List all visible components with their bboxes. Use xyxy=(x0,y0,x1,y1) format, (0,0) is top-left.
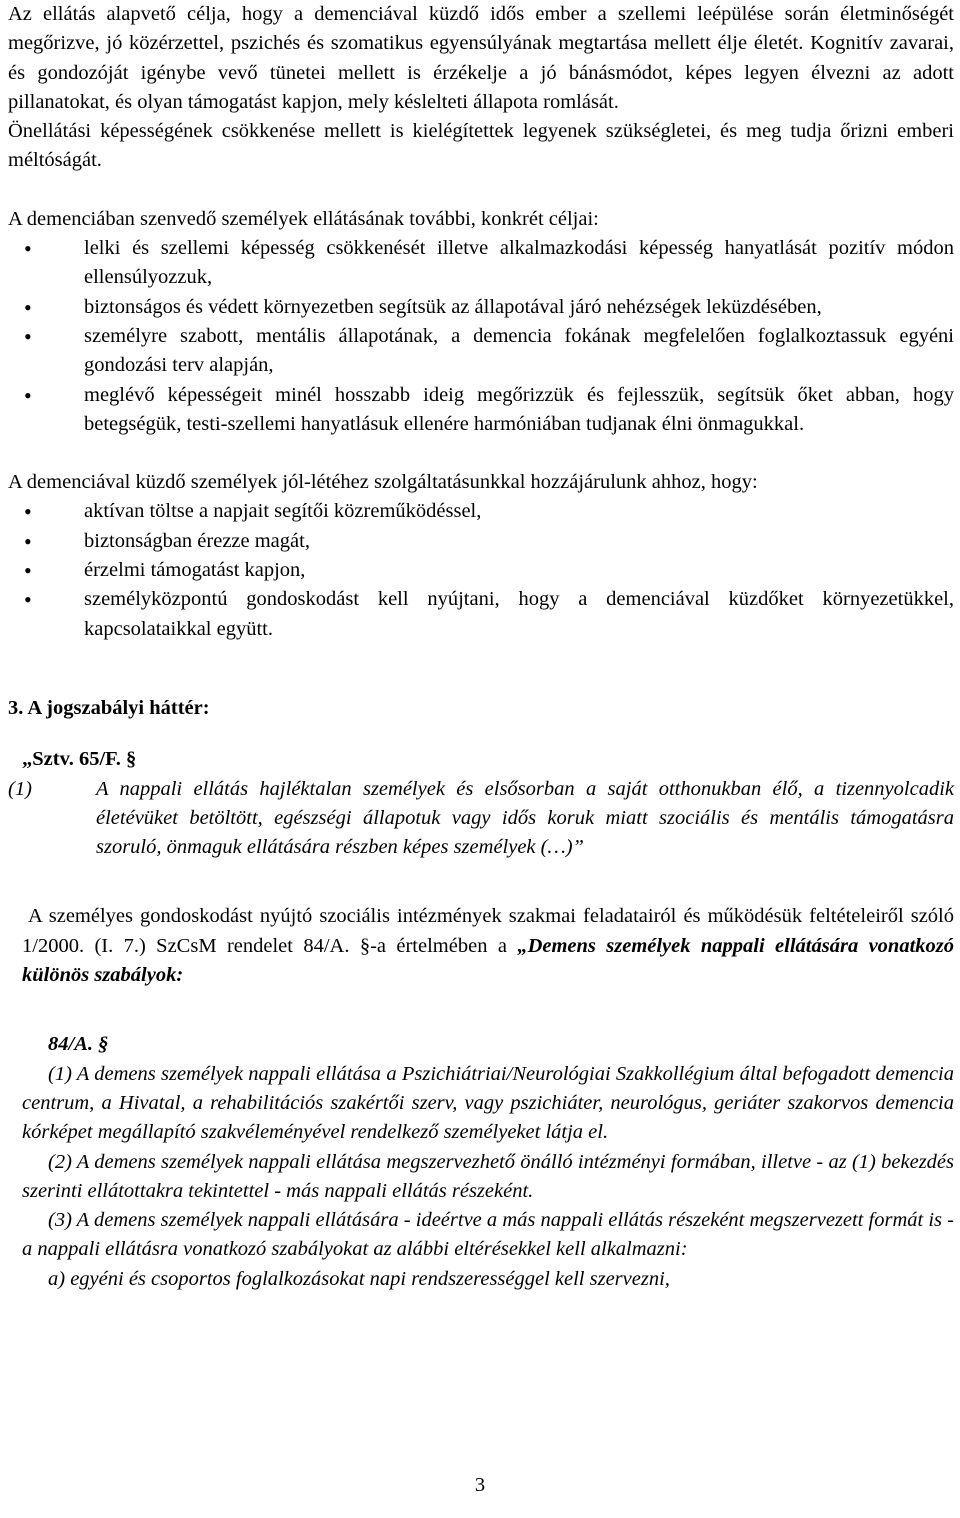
paragraph-reference: 84/A. § xyxy=(48,1033,109,1056)
law-quote-text: A nappali ellátás hajléktalan személyek és elsősorban a saját otthonukban élő, a tizennyolcadik életévüket betöltött, egészségi állapotuk vagy idős koruk miatt szociális és mentális támogatásra szoruló, önmaguk ellátására részben képes személyek (…)” xyxy=(96,777,954,859)
decree-title: „Demens személyek nappali ellátására vonatkozó különös szabályok: xyxy=(22,934,954,987)
law-reference: „Sztv. 65/F. § xyxy=(22,748,137,771)
decree-paragraph xyxy=(8,902,954,990)
regulation-para-1: (1) A demens személyek nappali ellátása a Pszichiátriai/Neurológiai Szakkollégium által befogadott demencia centrum, a Hivatal, a rehabilitációs szakértői szerv, vagy pszichiáter, neurológus, geriáter szakorvos demencia kórképet megállapító szakvéleményével rendelkező személyeket látja el. xyxy=(22,1062,954,1144)
goals-lead: A demenciában szenvedő személyek ellátásának további, konkrét céljai: xyxy=(8,207,599,230)
list-item: • biztonságos és védett környezetben segítsük az állapotával járó nehézségek leküzdésében, xyxy=(8,293,954,322)
wellbeing-lead: A demenciával küzdő személyek jól-létéhez szolgáltatásunkkal hozzájárulunk ahhoz, hogy: xyxy=(8,471,758,494)
list-item: • érzelmi támogatást kapjon, xyxy=(8,556,954,585)
goals-list xyxy=(8,234,954,439)
list-item: • biztonságban érezze magát, xyxy=(8,527,954,556)
document-page xyxy=(8,0,954,1294)
law-quote xyxy=(8,775,954,863)
list-item: • személyre szabott, mentális állapotának, a demencia fokának megfelelően foglalkoztassuk egyéni gondozási terv alapján, xyxy=(8,322,954,381)
list-item: • lelki és szellemi képesség csökkenését illetve alkalmazkodási képesség hanyatlását pozitív módon ellensúlyozzuk, xyxy=(8,234,954,293)
law-quote-number: (1) xyxy=(8,777,32,800)
intro-paragraph-1: Az ellátás alapvető célja, hogy a demenciával küzdő idős ember a szellemi leépülése során életminőségét megőrizve, jó közérzettel, pszichés és szomatikus egyensúlyának megtartása mellett élje életét. Kognitív zavarai, és gondozóját igénybe vevő tünetei mellett is érzékelje a jó bánásmódot, képes legyen élvezni az adott pillanatokat, és olyan támogatást kapjon, mely késlelteti állapota romlását. xyxy=(8,3,954,113)
intro-paragraph-2: Önellátási képességének csökkenése mellett is kielégítettek legyenek szükségletei, és meg tudja őrizni emberi méltóságát. xyxy=(8,120,954,172)
list-item: • meglévő képességeit minél hosszabb ideig megőrizzük és fejlesszük, segítsük őket abban, hogy betegségük, testi-szellemi hanyatlásuk ellenére harmóniában tudjanak élni önmagukkal. xyxy=(8,381,954,440)
regulation-para-3: (3) A demens személyek nappali ellátására - ideértve a más nappali ellátás részeként megszervezett formát is - a nappali ellátásra vonatkozó szabályokat az alábbi eltérésekkel kell alkalmazni: xyxy=(22,1209,954,1261)
section-heading: 3. A jogszabályi háttér: xyxy=(8,696,210,719)
regulation-body xyxy=(8,1060,954,1294)
list-item: • aktívan töltse a napjait segítői közreműködéssel, xyxy=(8,497,954,526)
decree-text: A személyes gondoskodást nyújtó szociális intézmények szakmai feladatairól és működésük feltételeiről szóló 1/2000. (I. 7.) SzCsM rendelet 84/A. §-a értelmében a xyxy=(22,905,954,957)
list-item: • személyközpontú gondoskodást kell nyújtani, hogy a demenciával küzdőket környezetükkel, kapcsolataikkal együtt. xyxy=(8,585,954,644)
regulation-para-3a: a) egyéni és csoportos foglalkozásokat napi rendszerességgel kell szervezni, xyxy=(48,1267,670,1290)
regulation-para-2: (2) A demens személyek nappali ellátása megszervezhető önálló intézményi formában, illetve - az (1) bekezdés szerinti ellátottakra tekintettel - más nappali ellátás részeként. xyxy=(22,1150,954,1202)
wellbeing-list xyxy=(8,497,954,643)
page-number: 3 xyxy=(474,1474,486,1496)
